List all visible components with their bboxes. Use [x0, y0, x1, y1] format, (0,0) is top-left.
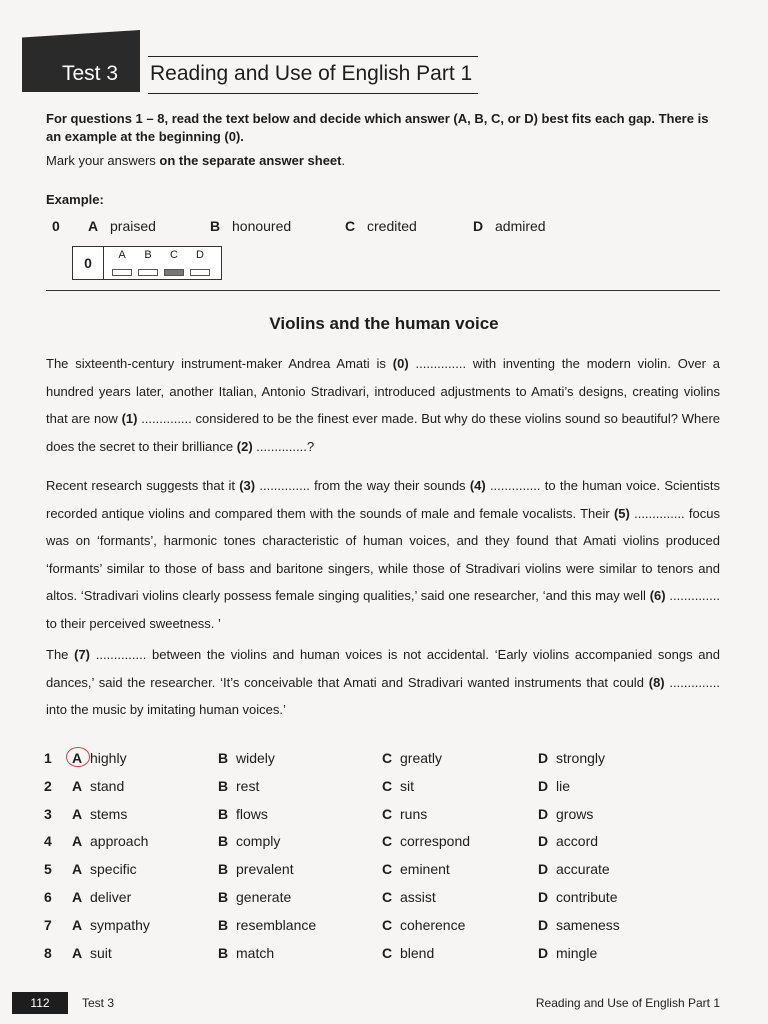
option-letter: B [218, 916, 229, 933]
question-option-c[interactable] [382, 833, 470, 849]
gap-number: (4) [469, 478, 486, 493]
question-option-a[interactable] [72, 778, 124, 794]
option-word: generate [236, 889, 292, 905]
option-word: credited [367, 218, 417, 234]
option-word: sympathy [90, 916, 150, 933]
option-word: specific [90, 861, 137, 878]
note-suffix: . [341, 153, 346, 168]
option-word: highly [90, 750, 127, 766]
passage-text: .............. to the human voice. Scientists recorded antique violins and compared them with the sounds of male and female vocalists. Their [46, 478, 721, 521]
answer-bubble-a[interactable] [112, 269, 132, 276]
question-number: 2 [44, 777, 52, 794]
option-letter: D [538, 777, 549, 794]
option-letter: D [538, 944, 549, 961]
option-letter: B [218, 833, 229, 850]
option-word: greatly [400, 750, 443, 766]
question-option-d[interactable] [538, 833, 598, 849]
question-option-b[interactable] [218, 945, 274, 961]
option-word: accord [556, 833, 599, 850]
answer-circle-mark [66, 747, 90, 767]
option-word: grows [556, 805, 594, 822]
answer-box-letter-d: D [196, 249, 204, 261]
instructions: For questions 1 – 8, read the text below and decide which answer (A, B, C, or D) best fits each gap. There is an example at the beginning (0). [46, 111, 709, 144]
question-number: 4 [44, 833, 52, 850]
question-option-b[interactable] [218, 806, 268, 822]
example-option-a [88, 218, 156, 234]
option-word: rest [236, 777, 260, 794]
question-option-c[interactable] [382, 778, 414, 794]
question-option-b[interactable] [218, 917, 316, 933]
passage-paragraph-2 [46, 472, 720, 637]
option-word: stems [90, 805, 128, 822]
title-rule-bottom [148, 93, 478, 94]
passage-text: Recent research suggests that it [46, 478, 240, 493]
question-option-b[interactable] [218, 778, 259, 794]
answer-box-letter-c: C [170, 249, 178, 261]
question-number: 7 [44, 916, 52, 933]
answer-box-letter-a: A [118, 249, 126, 261]
answer-bubble-d[interactable] [190, 269, 210, 276]
option-letter: D [538, 889, 549, 905]
answer-bubble-c[interactable] [164, 269, 184, 276]
question-option-d[interactable] [538, 778, 570, 794]
option-word: correspond [400, 833, 471, 850]
option-letter: C [382, 944, 393, 961]
option-letter: A [72, 777, 83, 794]
option-word: mingle [556, 944, 598, 961]
option-word: runs [400, 805, 428, 822]
option-letter: C [382, 750, 393, 766]
option-letter: A [72, 944, 83, 961]
question-row [0, 778, 768, 806]
question-row [0, 861, 768, 889]
option-letter: D [538, 805, 549, 822]
question-row [0, 917, 768, 945]
gap-number: (8) [648, 674, 665, 690]
option-word: admired [495, 218, 546, 234]
footer-right-label: Reading and Use of English Part 1 [535, 996, 720, 1010]
option-letter: B [210, 218, 221, 234]
passage-text: ..............? [252, 438, 315, 454]
question-option-c[interactable] [382, 889, 436, 905]
note-bold: on the separate answer sheet [159, 153, 342, 168]
option-word: widely [236, 750, 275, 766]
passage-title: Violins and the human voice [269, 314, 499, 333]
option-word: suit [90, 944, 112, 961]
gap-number: (5) [613, 505, 630, 521]
footer-left-label: Test 3 [82, 996, 115, 1010]
option-letter: B [218, 861, 229, 878]
gap-number: (3) [239, 478, 256, 493]
question-option-a[interactable] [72, 945, 112, 961]
test-label: Test 3 [62, 62, 119, 85]
option-letter: A [72, 805, 83, 822]
passage-text: .............. focus was on ‘formants’, harmonic tones characteristic of human voices, and they found that Amati violins produced ‘formants’ similar to those of bass and baritone singers, while those of Stradivari violins were similar to tenors and altos. ‘Stradivari violins clearly possess female singing qualities,’ said one researcher, ‘and this may well [46, 505, 720, 603]
option-letter: A [72, 833, 83, 850]
example-number: 0 [52, 218, 60, 234]
option-letter: A [72, 861, 83, 878]
passage-text: .............. with inventing the modern violin. Over a hundred years later, another Italian, Antonio Stradivari, introduced adjustments to Amati’s designs, creating violins that are now [46, 356, 720, 426]
passage-text: The [46, 647, 75, 662]
question-number: 8 [44, 944, 52, 961]
question-row [0, 750, 768, 778]
option-letter: C [382, 833, 393, 850]
gap-number: (6) [649, 588, 666, 603]
question-option-c[interactable] [382, 917, 465, 933]
question-option-d[interactable] [538, 750, 605, 766]
option-letter: D [538, 750, 549, 766]
question-option-a[interactable] [72, 806, 127, 822]
example-label: Example: [46, 192, 104, 207]
option-letter: D [473, 218, 484, 234]
question-option-b[interactable] [218, 750, 275, 766]
question-row [0, 806, 768, 834]
option-word: sameness [556, 916, 620, 933]
passage-text: The sixteenth-century instrument-maker Andrea Amati is [46, 356, 393, 371]
option-letter: D [538, 833, 549, 850]
question-option-d[interactable] [538, 861, 610, 877]
option-word: approach [90, 833, 149, 850]
option-word: eminent [400, 861, 450, 878]
question-option-c[interactable] [382, 945, 434, 961]
option-letter: C [345, 218, 356, 234]
option-letter: B [218, 777, 229, 794]
question-option-c[interactable] [382, 861, 450, 877]
option-word: prevalent [236, 861, 294, 878]
question-option-b[interactable] [218, 889, 291, 905]
passage-text: .............. from the way their sounds [255, 478, 470, 493]
option-letter: A [72, 889, 83, 905]
question-option-a[interactable] [72, 750, 127, 766]
question-option-b[interactable] [218, 861, 294, 877]
option-letter: C [382, 889, 393, 905]
option-word: comply [236, 833, 281, 850]
question-option-a[interactable] [72, 861, 137, 877]
option-word: lie [556, 777, 571, 794]
question-option-a[interactable] [72, 833, 148, 849]
example-option-b [210, 218, 291, 234]
option-word: contribute [556, 889, 618, 905]
question-option-d[interactable] [538, 945, 597, 961]
question-row [0, 833, 768, 861]
answer-bubble-b[interactable] [138, 269, 158, 276]
option-word: match [236, 944, 275, 961]
example-option-c [345, 218, 417, 234]
option-letter: B [218, 805, 229, 822]
question-option-d[interactable] [538, 917, 620, 933]
option-word: deliver [90, 889, 132, 905]
example-option-d [473, 218, 546, 234]
option-word: resemblance [236, 916, 317, 933]
question-option-b[interactable] [218, 833, 280, 849]
answer-box-letter-b: B [144, 249, 152, 261]
question-number: 5 [44, 861, 52, 878]
option-word: honoured [232, 218, 292, 234]
gap-number: (0) [392, 356, 409, 371]
option-word: assist [400, 889, 436, 905]
option-word: accurate [556, 861, 610, 878]
passage-paragraph-1 [46, 350, 720, 460]
option-letter: B [218, 750, 229, 766]
question-row [0, 945, 768, 973]
question-option-d[interactable] [538, 806, 593, 822]
passage-text: .............. to their perceived sweetness. ’ [46, 588, 720, 631]
option-letter: A [72, 916, 83, 933]
question-number: 3 [44, 805, 52, 822]
option-letter: B [218, 944, 229, 961]
title-rule-top [148, 56, 478, 57]
option-letter: D [538, 861, 549, 878]
option-word: strongly [556, 750, 606, 766]
passage-text: .............. into the music by imitating human voices.’ [46, 674, 720, 717]
option-word: stand [90, 777, 125, 794]
page-number: 112 [12, 992, 68, 1014]
example-answer-box [72, 246, 222, 280]
page-title: Reading and Use of English Part 1 [150, 62, 473, 85]
option-letter: C [382, 861, 393, 878]
passage-text: .............. between the violins and human voices is not accidental. ‘Early violins accompanied songs and dances,’ said the researcher. ‘It’s conceivable that Amati and Stradivari wanted instruments that could [46, 647, 720, 690]
question-option-a[interactable] [72, 917, 150, 933]
option-word: coherence [400, 916, 466, 933]
question-row [0, 889, 768, 917]
option-word: flows [236, 805, 268, 822]
passage-paragraph-3 [46, 641, 720, 724]
option-word: praised [110, 218, 156, 234]
answer-sheet-note [46, 152, 726, 170]
option-word: sit [400, 777, 414, 794]
note-prefix: Mark your answers [46, 153, 160, 168]
question-number: 1 [44, 750, 52, 766]
gap-number: (2) [236, 438, 253, 454]
gap-number: (7) [74, 647, 91, 662]
option-letter: C [382, 777, 393, 794]
question-option-d[interactable] [538, 889, 617, 905]
question-option-c[interactable] [382, 806, 427, 822]
option-letter: A [88, 218, 99, 234]
question-option-c[interactable] [382, 750, 442, 766]
option-letter: C [382, 916, 393, 933]
answer-box-number: 0 [73, 247, 104, 279]
question-option-a[interactable] [72, 889, 131, 905]
question-number: 6 [44, 889, 52, 905]
gap-number: (1) [121, 411, 138, 426]
divider [46, 290, 720, 291]
option-letter: C [382, 805, 393, 822]
passage-text: .............. considered to be the finest ever made. But why do these violins sound so beautiful? Where does the secret to their brilliance [46, 411, 721, 454]
option-letter: B [218, 889, 229, 905]
option-letter: D [538, 916, 549, 933]
option-word: blend [400, 944, 435, 961]
option-letter: A [72, 750, 90, 766]
